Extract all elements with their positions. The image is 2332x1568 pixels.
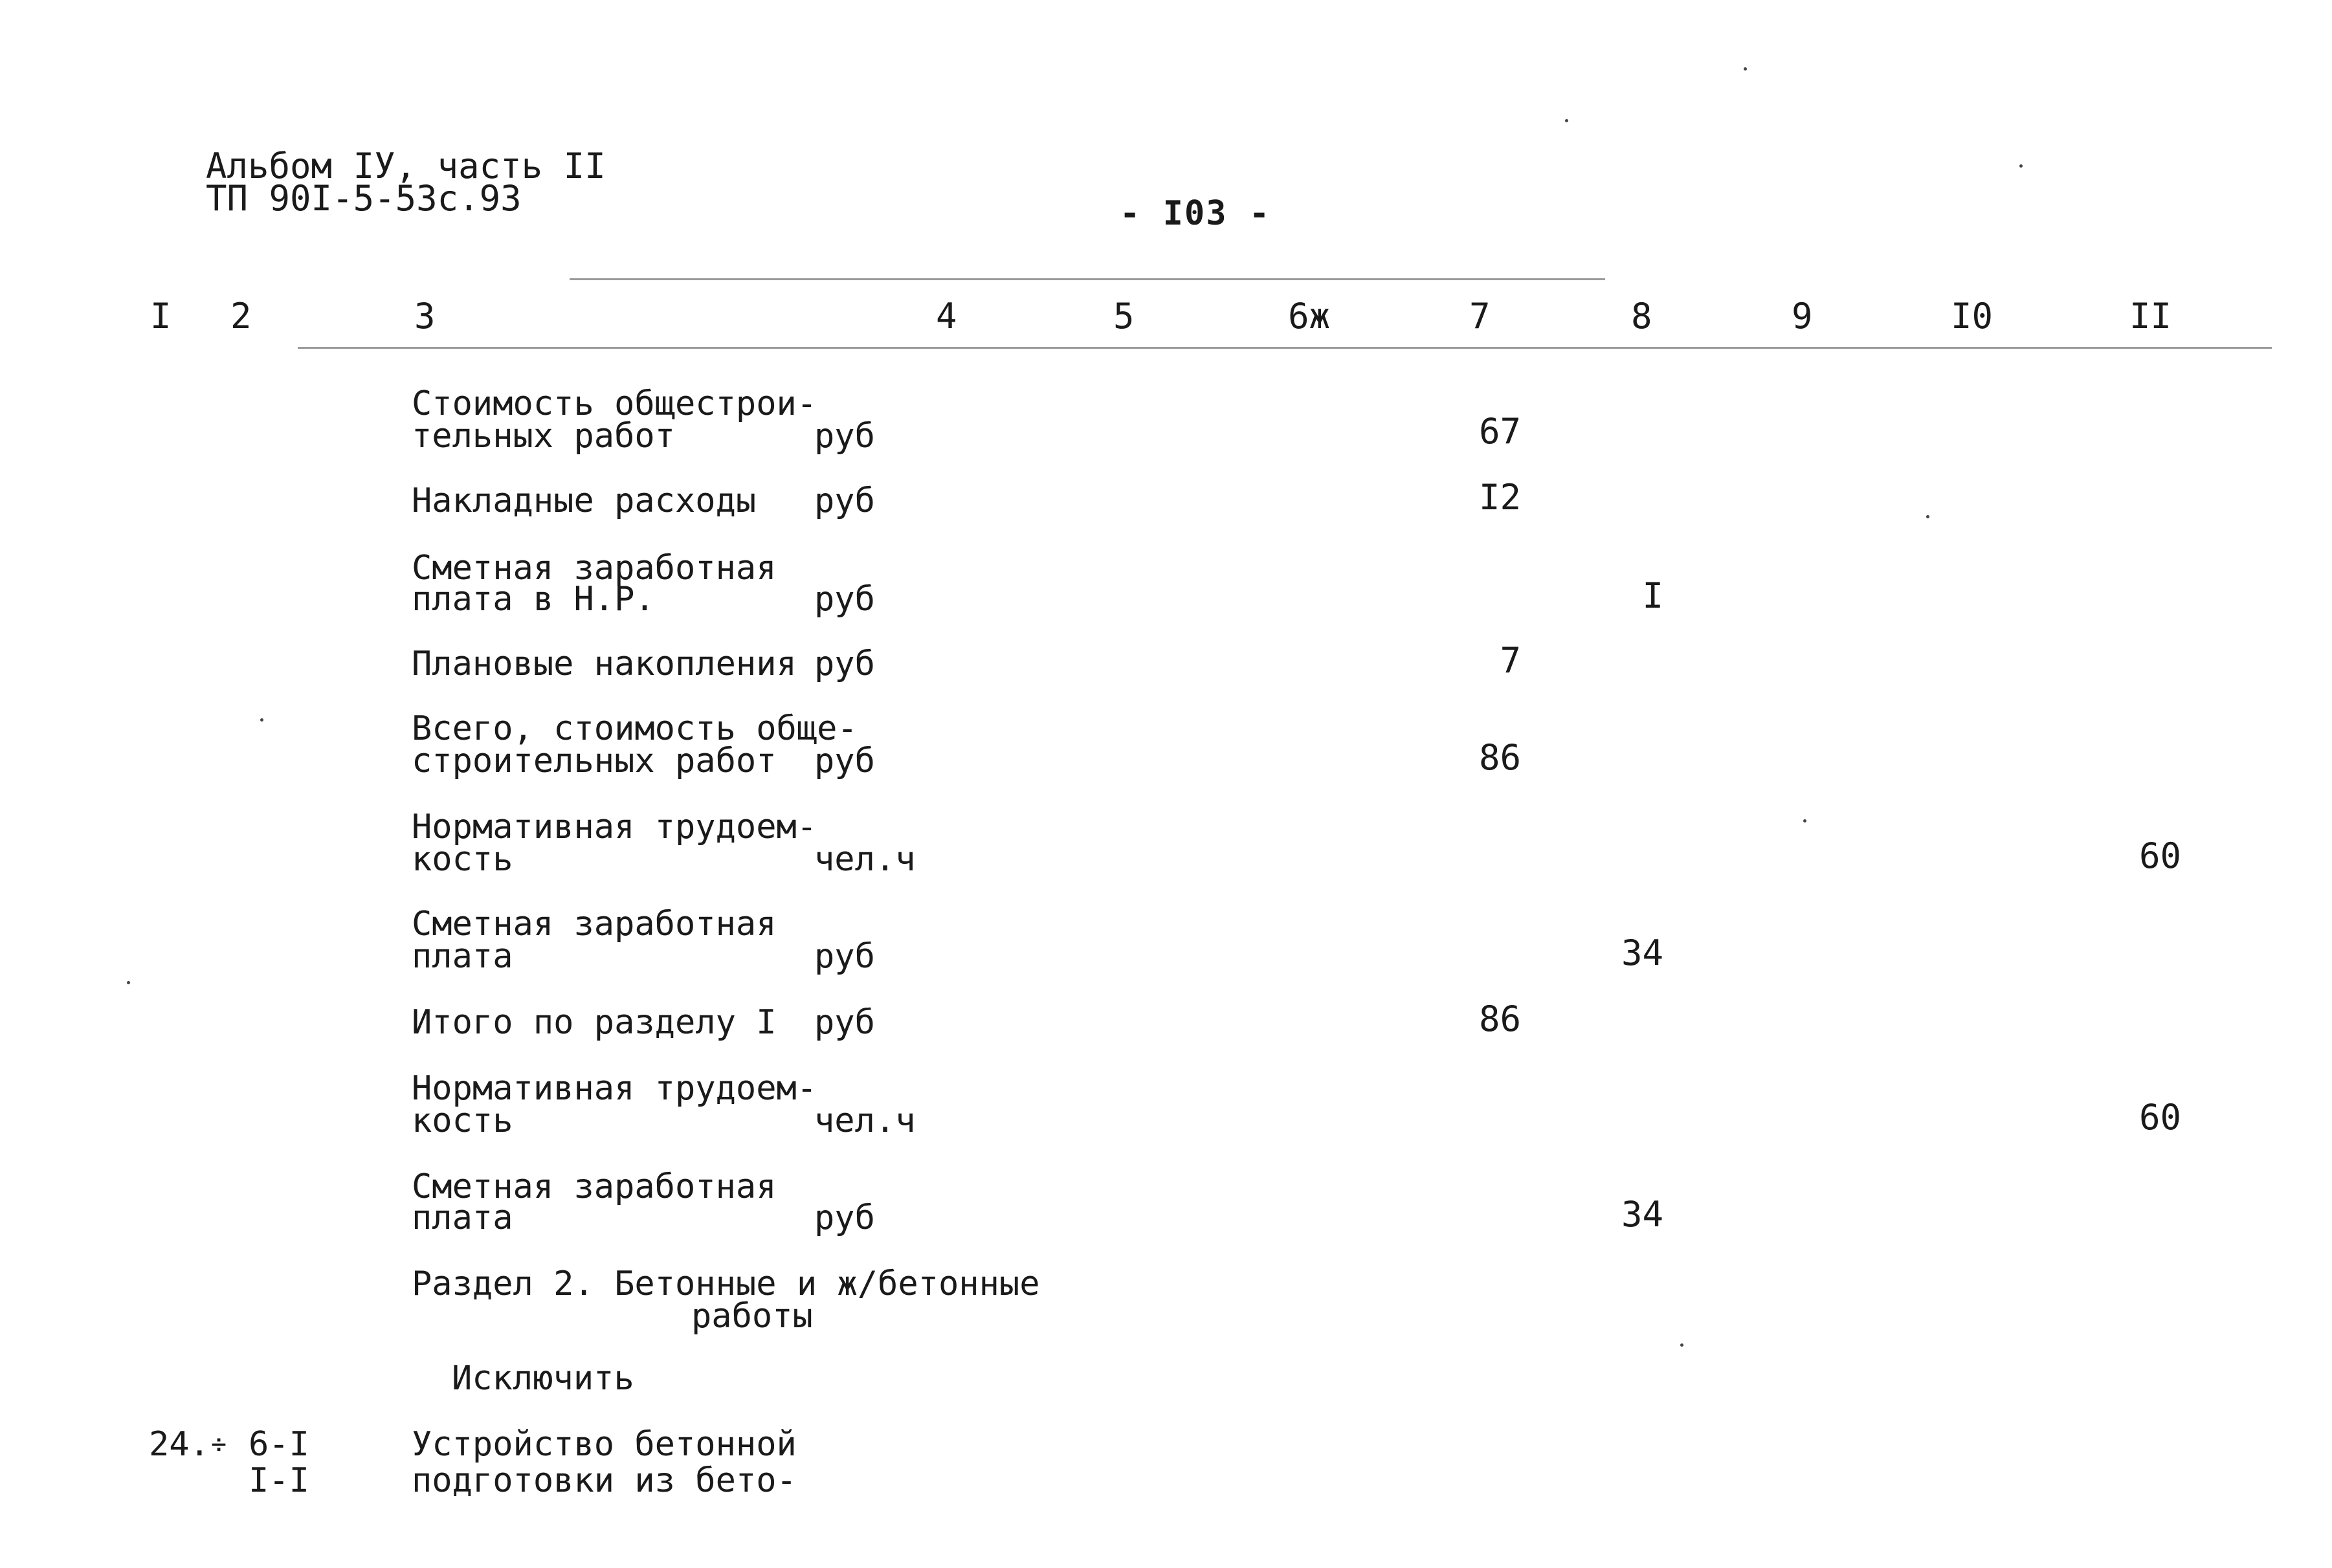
col-header-6: 6ж <box>1288 296 1331 337</box>
row-col11-value: 60 <box>2138 835 2181 876</box>
row-name-line2: плата в Н.Р. <box>412 580 655 619</box>
exclude-label: Исключить <box>452 1359 634 1398</box>
scan-speck <box>1680 1343 1683 1347</box>
scan-speck <box>1565 119 1568 122</box>
row-unit: чел.ч <box>814 840 916 879</box>
section-title-line1: Раздел 2. Бетонные и ж/бетонные <box>412 1264 1040 1303</box>
col-header-10: I0 <box>1951 296 1993 337</box>
row-name-line2: кость <box>412 840 513 879</box>
row-name-line1: Всего, стоимость обще- <box>412 709 858 748</box>
row-name-line1: Накладные расходы <box>412 481 757 520</box>
row-unit: руб <box>814 742 875 780</box>
row-name-line2: плата <box>412 937 513 976</box>
album-line: Альбом IУ, часть II <box>206 146 606 186</box>
header-top-rule <box>570 278 1605 280</box>
row-col7-value: 86 <box>1478 737 1521 778</box>
scan-speck <box>260 718 263 722</box>
scan-speck <box>2019 164 2023 168</box>
row-unit: чел.ч <box>814 1101 916 1140</box>
item-code-line2: I-I <box>249 1461 309 1500</box>
row-name-line1: Нормативная трудоем- <box>412 1069 817 1108</box>
scan-speck <box>1926 515 1929 518</box>
row-unit: руб <box>814 417 875 456</box>
col-header-2: 2 <box>230 296 252 337</box>
row-unit: руб <box>814 937 875 976</box>
row-name-line1: Плановые накопления <box>412 645 797 683</box>
col-header-9: 9 <box>1792 296 1813 337</box>
row-name-line1: Сметная заработная <box>412 549 777 588</box>
row-unit: руб <box>814 645 875 683</box>
row-name-line2: плата <box>412 1198 513 1237</box>
row-unit: руб <box>814 580 875 619</box>
row-col7-value: 86 <box>1478 999 1521 1039</box>
row-name-line2: кость <box>412 1101 513 1140</box>
row-col11-value: 60 <box>2138 1097 2181 1138</box>
row-name-line1: Итого по разделу I <box>412 1003 777 1042</box>
row-name-line1: Сметная заработная <box>412 1167 777 1206</box>
page-number: - I03 - <box>1120 194 1271 233</box>
scan-speck <box>1744 67 1747 71</box>
row-col8-value: I <box>1642 575 1663 616</box>
scan-speck <box>1803 819 1806 823</box>
col-header-7: 7 <box>1469 296 1491 337</box>
row-name-line1: Нормативная трудоем- <box>412 808 817 846</box>
row-unit: руб <box>814 1198 875 1237</box>
item-number: 24. <box>149 1425 210 1464</box>
col-header-3: 3 <box>414 296 436 337</box>
col-header-8: 8 <box>1631 296 1652 337</box>
row-col8-value: 34 <box>1621 933 1663 973</box>
row-unit: руб <box>814 1003 875 1042</box>
col-header-11: II <box>2129 296 2172 337</box>
row-col7-value: 67 <box>1478 411 1521 452</box>
item-name-line2: подготовки из бето- <box>412 1461 797 1500</box>
tp-line: ТП 90I-5-53с.93 <box>206 178 522 219</box>
header-bottom-rule <box>298 347 2272 349</box>
col-header-1: I <box>150 296 172 337</box>
row-unit: руб <box>814 481 875 520</box>
scan-speck <box>127 981 130 984</box>
row-col7-value: 7 <box>1500 640 1521 681</box>
row-name-line1: Стоимость общестрои- <box>412 384 817 423</box>
col-header-4: 4 <box>936 296 957 337</box>
row-name-line2: строительных работ <box>412 742 777 780</box>
item-code-line1: 6-I <box>249 1425 309 1464</box>
row-col8-value: 34 <box>1621 1194 1663 1235</box>
item-name-line1: Устройство бетонной <box>412 1425 797 1464</box>
item-mark: ÷ <box>211 1430 227 1459</box>
row-col7-value: I2 <box>1478 477 1521 518</box>
section-title-line2: работы <box>691 1297 813 1336</box>
row-name-line1: Сметная заработная <box>412 905 777 944</box>
col-header-5: 5 <box>1113 296 1135 337</box>
row-name-line2: тельных работ <box>412 417 675 456</box>
